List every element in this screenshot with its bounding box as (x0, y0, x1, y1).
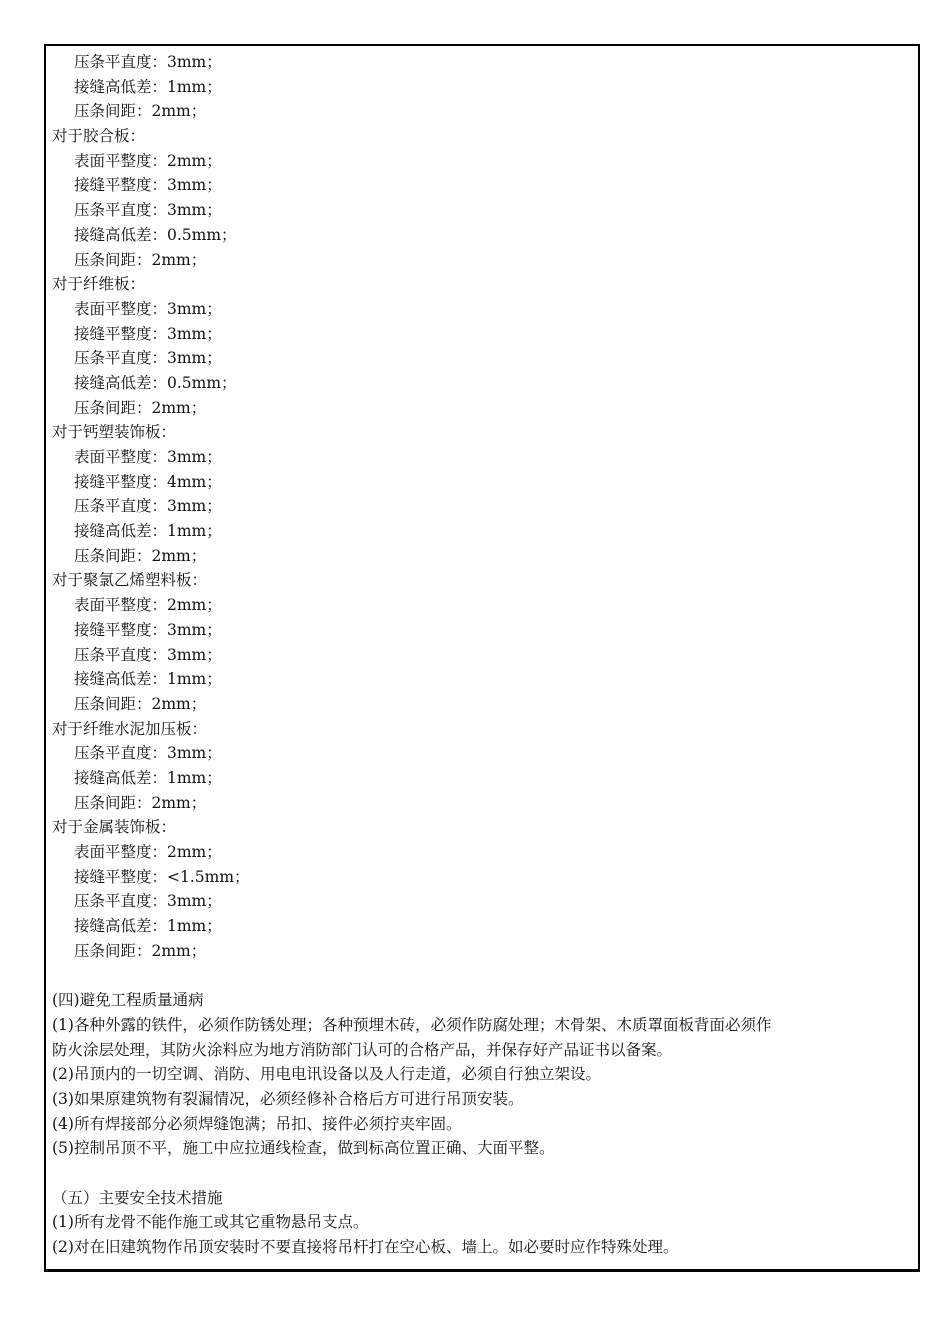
spec-item: 压条平直度：3mm； (74, 53, 222, 71)
spec-item: 表面平整度：3mm； (74, 299, 222, 318)
section-title: (四)避免工程质量通病 (52, 991, 204, 1010)
spec-item: 接缝高低差：1mm； (74, 77, 222, 96)
group-pvc-board (52, 568, 916, 716)
spec-item: 接缝平整度：3mm； (74, 324, 222, 343)
document-body (52, 50, 916, 1260)
section-item: (2)吊顶内的一切空调、消防、用电电讯设备以及人行走道，必须自行独立架设。 (52, 1065, 601, 1084)
group-metal-board (52, 815, 916, 963)
spec-item: 接缝平整度：<1.5mm； (74, 867, 250, 886)
group-title: 对于钙塑装饰板： (52, 423, 177, 442)
spec-item: 压条间距：2mm； (74, 694, 207, 713)
spec-item: 压条平直度：3mm； (74, 201, 222, 220)
spec-item: 压条间距：2mm； (74, 546, 207, 565)
section-item: (2)对在旧建筑物作吊顶安装时不要直接将吊杆打在空心板、墙上。如必要时应作特殊处理。 (52, 1238, 679, 1256)
group-title: 对于聚氯乙烯塑料板： (52, 571, 208, 590)
spec-item: 表面平整度：2mm； (74, 596, 222, 615)
section-item: (3)如果原建筑物有裂漏情况，必须经修补合格后方可进行吊顶安装。 (52, 1089, 524, 1108)
section-item: (1)所有龙骨不能作施工或其它重物悬吊支点。 (52, 1213, 369, 1232)
spec-item: 接缝高低差：1mm； (74, 768, 222, 787)
spec-item: 压条平直度：3mm； (74, 892, 222, 911)
spacer (52, 1161, 916, 1186)
spec-item: 压条平直度：3mm； (74, 744, 222, 763)
spec-item: 接缝高低差：0.5mm； (74, 373, 237, 392)
spec-item: 压条间距：2mm； (74, 102, 207, 121)
spec-item: 压条间距：2mm； (74, 941, 207, 960)
spec-item: 表面平整度：3mm； (74, 448, 222, 466)
spec-item: 接缝高低差：1mm； (74, 917, 222, 936)
section-item: (1)各种外露的铁件，必须作防锈处理；各种预埋木砖，必须作防腐处理；木骨架、木质罩面板背面必须作 (52, 1015, 772, 1034)
section-title: （五）主要安全技术措施 (52, 1188, 223, 1207)
group-title: 对于胶合板： (52, 127, 146, 146)
group-plywood (52, 124, 916, 272)
spec-item: 接缝高低差：0.5mm； (74, 225, 237, 244)
spec-item: 接缝平整度：3mm； (74, 176, 222, 195)
group-title: 对于纤维水泥加压板： (52, 719, 208, 738)
section-quality-defects (52, 988, 916, 1161)
spec-item: 接缝平整度：3mm； (74, 620, 222, 639)
spec-item: 压条平直度：3mm； (74, 349, 222, 368)
spec-item: 接缝高低差：1mm； (74, 670, 222, 689)
spec-item: 压条间距：2mm； (74, 398, 207, 417)
spec-top-list (52, 50, 916, 124)
spec-item: 表面平整度：2mm； (74, 151, 222, 170)
spec-item: 压条平直度：3mm； (74, 645, 222, 664)
section-item: (5)控制吊顶不平，施工中应拉通线检查，做到标高位置正确、大面平整。 (52, 1139, 555, 1158)
spec-item: 压条间距：2mm； (74, 250, 207, 269)
spec-item: 接缝平整度：4mm； (74, 472, 222, 491)
spacer (52, 963, 916, 988)
section-safety-measures (52, 1186, 916, 1260)
group-title: 对于金属装饰板： (52, 818, 177, 837)
spec-item: 压条平直度：3mm； (74, 497, 222, 516)
spec-item: 接缝高低差：1mm； (74, 522, 222, 541)
group-fiber-cement-board (52, 717, 916, 816)
section-item: 防火涂层处理，其防火涂料应为地方消防部门认可的合格产品，并保存好产品证书以备案。 (52, 1040, 673, 1059)
spec-item: 表面平整度：2mm； (74, 843, 222, 861)
section-item: (4)所有焊接部分必须焊缝饱满；吊扣、接件必须拧夹牢固。 (52, 1114, 462, 1133)
group-calcium-plastic-board (52, 420, 916, 568)
group-title: 对于纤维板： (52, 275, 146, 294)
group-fiberboard (52, 272, 916, 420)
spec-item: 压条间距：2mm； (74, 793, 207, 812)
